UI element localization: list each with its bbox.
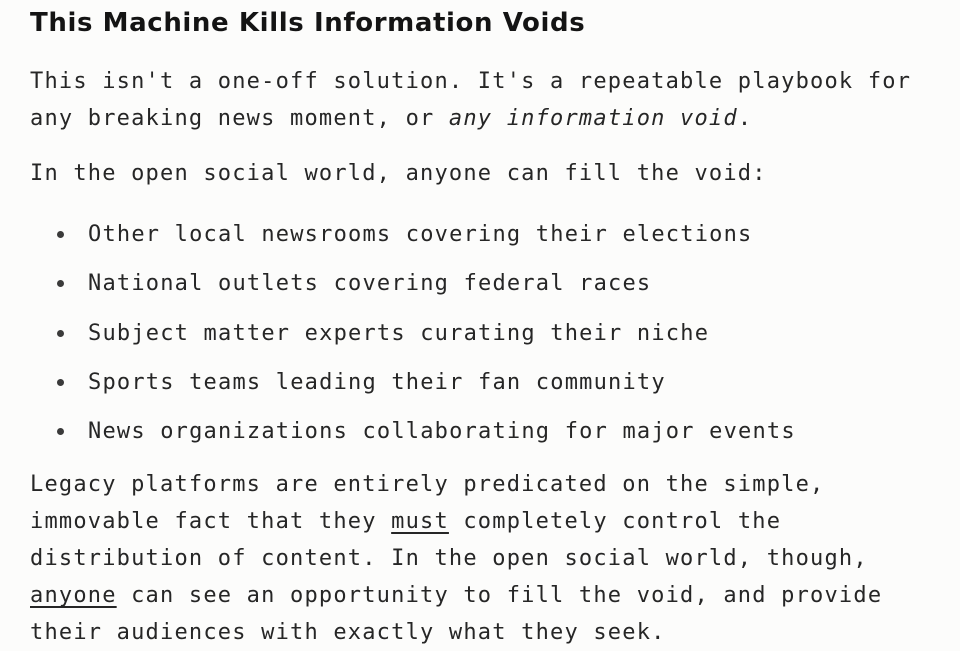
emphasized-phrase: any information void bbox=[448, 106, 738, 131]
bullet-icon bbox=[57, 428, 64, 435]
underlined-word-anyone: anyone bbox=[30, 583, 117, 609]
article-heading: This Machine Kills Information Voids bbox=[30, 8, 586, 38]
list-item-text: National outlets covering federal races bbox=[88, 271, 652, 297]
list-item bbox=[30, 358, 950, 407]
underlined-word-must: must bbox=[391, 509, 449, 535]
list-item-text: Other local newsrooms covering their elections bbox=[88, 222, 753, 247]
list-item-text: Subject matter experts curating their niche bbox=[88, 320, 710, 346]
examples-list bbox=[30, 210, 950, 456]
list-item bbox=[30, 259, 950, 308]
list-intro-paragraph: In the open social world, anyone can fill the void: bbox=[30, 161, 767, 186]
intro-text-end: . bbox=[737, 106, 753, 131]
intro-text: This isn't a one-off solution. It's a repeatable playbook for any breaking news moment, or bbox=[30, 69, 912, 131]
bullet-icon bbox=[57, 330, 64, 337]
bullet-icon bbox=[57, 231, 64, 238]
bullet-icon bbox=[57, 280, 64, 287]
closing-text-3: can see an opportunity to fill the void, and provide their audiences with exactly what they seek. bbox=[30, 583, 883, 646]
list-item bbox=[30, 407, 950, 456]
closing-text-1: Legacy platforms are entirely predicated on the simple, immovable fact that they bbox=[30, 472, 825, 535]
intro-paragraph bbox=[30, 63, 950, 137]
list-item-text: Sports teams leading their fan community bbox=[88, 369, 666, 395]
list-item bbox=[30, 309, 950, 358]
list-item bbox=[30, 210, 950, 259]
closing-paragraph bbox=[30, 466, 950, 651]
bullet-icon bbox=[57, 379, 64, 386]
closing-text-2: completely control the distribution of content. In the open social world, though, bbox=[30, 509, 868, 572]
list-item-text: News organizations collaborating for major events bbox=[88, 419, 796, 445]
